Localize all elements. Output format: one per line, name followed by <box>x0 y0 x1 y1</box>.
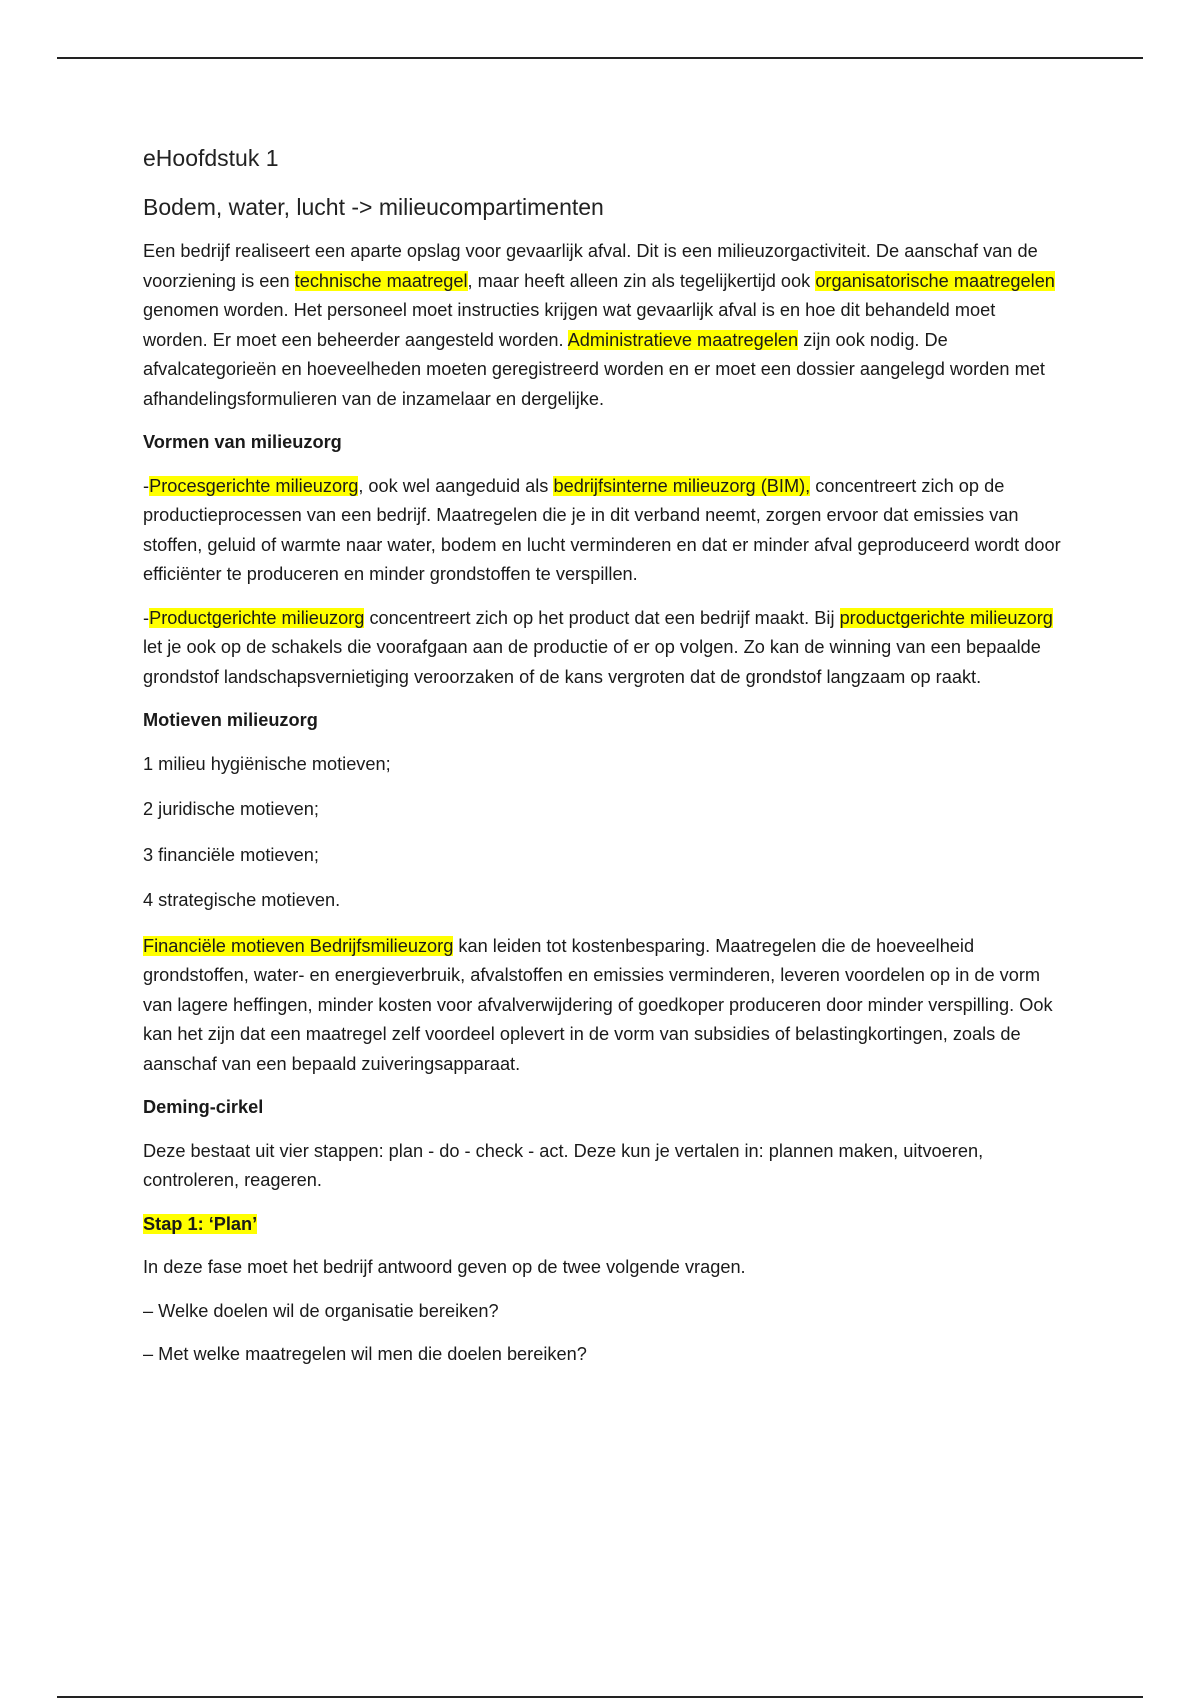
dash: - <box>143 607 150 628</box>
highlight-stap-1: Stap 1: ‘Plan’ <box>143 1213 258 1234</box>
heading-motieven: Motieven milieuzorg <box>143 710 318 730</box>
highlight-procesgerichte-milieuzorg: Procesgerichte milieuzorg <box>149 475 359 496</box>
heading-deming: Deming-cirkel <box>143 1097 264 1117</box>
intro-text-3: genomen worden. Het personeel moet instructies krijgen wat gevaarlijk afval is en hoe dit behandeld moet worden. Er moet een beheerder aangesteld worden. <box>143 300 996 350</box>
heading-stap-1 <box>143 1210 1063 1240</box>
document-page <box>143 143 1063 1384</box>
productgericht-text-1: concentreert zich op het product dat een bedrijf maakt. Bij <box>364 607 840 628</box>
financiele-text: kan leiden tot kostenbesparing. Maatregelen die de hoeveelheid grondstoffen, water- en energieverbruik, afvalstoffen en emissies verminderen, leveren voordelen op in de vorm van lagere heffingen, minder kosten voor afvalverwijdering of goedkoper produceren door minder verspilling. Ook kan het zijn dat een maatregel zelf voordeel oplevert in de vorm van subsidies of belastingkortingen, zoals de aanschaf van een bepaald zuiveringsapparaat. <box>143 935 1053 1074</box>
paragraph-deming: Deze bestaat uit vier stappen: plan - do - check - act. Deze kun je vertalen in: plannen maken, uitvoeren, controleren, reageren. <box>143 1140 984 1190</box>
highlight-productgerichte-milieuzorg-2: productgerichte milieuzorg <box>839 607 1053 628</box>
paragraph-fase: In deze fase moet het bedrijf antwoord geven op de twee volgende vragen. <box>143 1257 746 1277</box>
productgericht-text-2: let je ook op de schakels die voorafgaan aan de productie of er op volgen. Zo kan de winning van een bepaalde grondstof landschapsvernietiging veroorzaken of de kans vergroten dat de grondstof langzaam op raakt. <box>143 637 1041 687</box>
highlight-bim: bedrijfsinterne milieuzorg (BIM), <box>553 475 811 496</box>
list-item: 3 financiële motieven; <box>143 844 319 865</box>
dash: - <box>143 475 150 496</box>
highlight-administratieve-maatregelen: Administratieve maatregelen <box>567 329 799 350</box>
top-rule <box>57 57 1143 59</box>
document-subtitle: Bodem, water, lucht -> milieucompartimenten <box>143 194 604 220</box>
highlight-organisatorische-maatregelen: organisatorische maatregelen <box>815 270 1055 291</box>
question-doelen: – Welke doelen wil de organisatie bereiken? <box>143 1300 499 1321</box>
intro-text-1: Een bedrijf realiseert een aparte opslag voor gevaarlijk afval. Dit is een milieuzorgactiviteit. De aanschaf van de voorziening is een <box>143 241 1038 291</box>
paragraph-productgericht <box>143 604 1063 693</box>
list-item: 2 juridische motieven; <box>143 799 319 819</box>
procesgericht-text-2: concentreert zich op de productieprocessen van een bedrijf. Maatregelen die je in dit verband neemt, zorgen ervoor dat emissies van stoffen, geluid of warmte naar water, bodem en lucht verminderen en dat er minder afval geproduceerd wordt door efficiënter te produceren en minder grondstoffen te verspillen. <box>143 475 1061 584</box>
highlight-technische-maatregel: technische maatregel <box>294 270 468 291</box>
question-maatregelen: – Met welke maatregelen wil men die doelen bereiken? <box>143 1344 587 1364</box>
intro-text-2: , maar heeft alleen zin als tegelijkertijd ook <box>467 270 816 291</box>
bottom-rule <box>57 1696 1143 1698</box>
heading-vormen: Vormen van milieuzorg <box>143 432 342 452</box>
paragraph-procesgericht <box>143 472 1063 590</box>
highlight-financiele-motieven: Financiële motieven Bedrijfsmilieuzorg <box>143 935 454 956</box>
document-title: eHoofdstuk 1 <box>143 145 279 171</box>
list-item: 4 strategische motieven. <box>143 890 341 910</box>
procesgericht-text-1: , ook wel aangeduid als <box>358 475 554 496</box>
paragraph-financiele-motieven <box>143 932 1063 1080</box>
highlight-productgerichte-milieuzorg: Productgerichte milieuzorg <box>149 607 365 628</box>
intro-text-4: zijn ook nodig. De afvalcategorieën en hoeveelheden moeten geregistreerd worden en er moet een dossier aangelegd worden met afhandelingsformulieren van de inzamelaar en dergelijke. <box>143 329 1045 409</box>
intro-paragraph <box>143 237 1063 414</box>
list-item: 1 milieu hygiënische motieven; <box>143 753 391 774</box>
